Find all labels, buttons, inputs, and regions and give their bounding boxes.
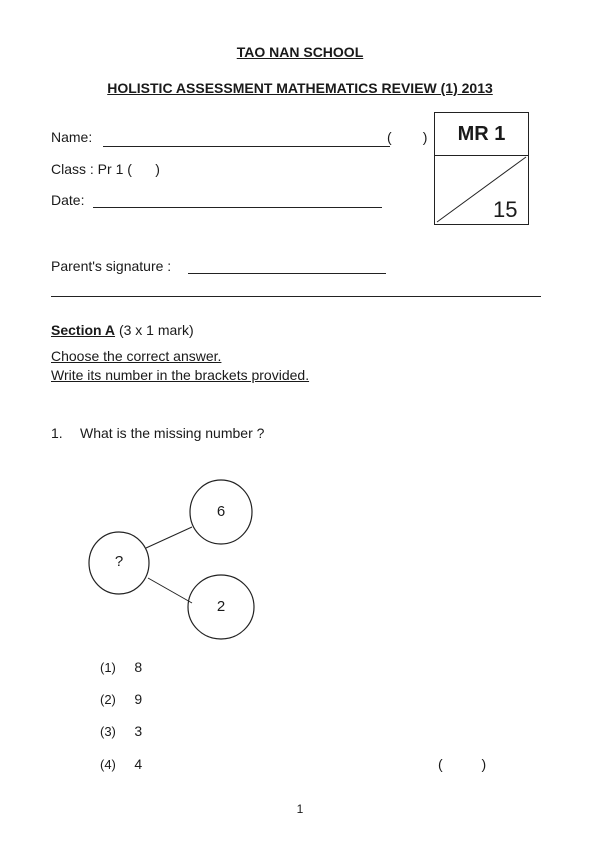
mark-box-code: MR 1 [435,113,528,156]
instruction-choose: Choose the correct answer. [51,348,222,364]
option-2-number: (2) [100,692,116,707]
section-a-marks-note: (3 x 1 mark) [118,322,194,338]
bond-line-top [146,527,192,548]
date-line[interactable] [93,207,382,208]
option-2[interactable] [100,691,142,709]
name-label: Name: [51,129,93,145]
class-label: Class : Pr 1 ( ) [51,161,160,177]
question-1-text: What is the missing number ? [80,425,265,441]
number-bond-diagram [80,475,270,645]
part-bottom-value: 2 [216,598,226,615]
option-3-number: (3) [100,724,116,739]
header-divider [51,296,541,297]
option-1-number: (1) [100,660,116,675]
school-name: TAO NAN SCHOOL [236,44,364,60]
parent-signature-line[interactable] [188,273,386,274]
option-4-number: (4) [100,757,116,772]
section-a-heading-row [51,322,194,338]
option-4[interactable] [100,756,142,774]
option-1-value: 8 [134,659,143,675]
parent-signature-label: Parent's signature : [51,258,172,274]
bond-line-bottom [148,578,192,603]
instruction-write: Write its number in the brackets provided. [51,367,310,383]
option-4-value: 4 [134,756,143,772]
mark-box [434,112,529,225]
page-number: 1 [296,802,304,816]
answer-brackets[interactable]: ( ) [438,756,487,772]
index-number-brackets[interactable]: ( ) [387,129,428,145]
option-3-value: 3 [134,723,143,739]
name-line[interactable] [103,146,390,147]
date-label: Date: [51,192,85,208]
section-a-heading: Section A [51,322,116,338]
total-marks: 15 [493,197,518,222]
part-top-value: 6 [216,503,226,520]
paper-title: HOLISTIC ASSESSMENT MATHEMATICS REVIEW (1) 2013 [107,80,493,96]
option-3[interactable] [100,723,142,741]
question-1-number: 1. [51,425,63,441]
option-2-value: 9 [134,691,143,707]
option-1[interactable] [100,659,142,677]
whole-value: ? [114,553,124,570]
